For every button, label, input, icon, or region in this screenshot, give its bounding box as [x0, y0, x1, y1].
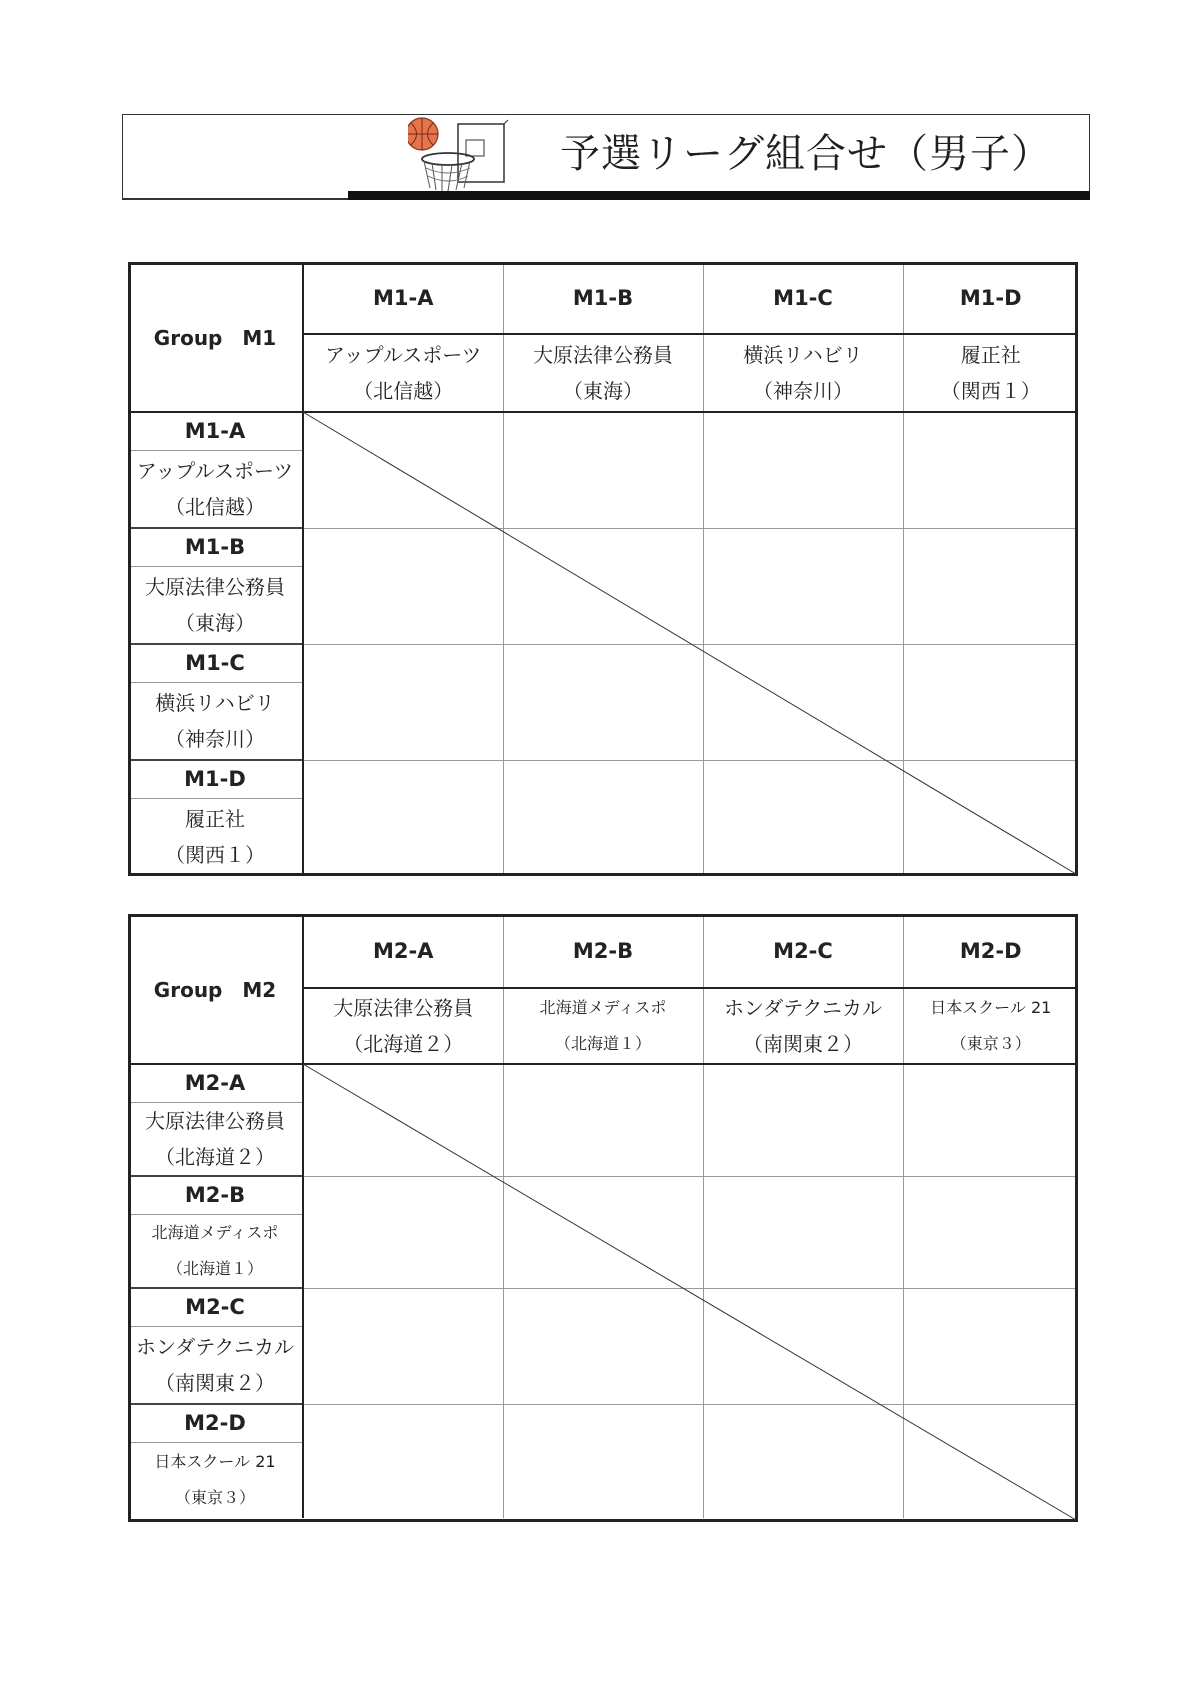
row-team — [128, 1442, 303, 1518]
team-name: 北海道メディスポ — [151, 1222, 279, 1242]
result-cell[interactable] — [903, 1176, 1078, 1288]
row-team — [128, 798, 303, 876]
col-team — [703, 334, 903, 412]
result-cell[interactable] — [903, 528, 1078, 644]
row-team — [128, 682, 303, 760]
team-name: 横浜リハビリ — [155, 690, 275, 715]
group-label: Group M2 — [128, 914, 303, 1064]
result-cell[interactable] — [903, 644, 1078, 760]
row-code: M2-A — [128, 1064, 303, 1102]
result-cell[interactable] — [703, 1404, 903, 1518]
col-code: M1-A — [303, 262, 503, 334]
team-name: ホンダテクニカル — [724, 996, 882, 1020]
team-region: （北海道１） — [554, 1034, 651, 1053]
result-cell — [303, 412, 503, 528]
row-team — [128, 1102, 303, 1176]
row-team — [128, 1214, 303, 1288]
row-code: M1-C — [128, 644, 303, 682]
team-region: （北海道１） — [166, 1258, 263, 1278]
col-code: M2-C — [703, 914, 903, 988]
result-cell[interactable] — [503, 644, 703, 760]
row-code: M2-B — [128, 1176, 303, 1214]
team-name: 大原法律公務員 — [333, 996, 474, 1020]
group-label: Group M1 — [128, 262, 303, 412]
team-region: （関西１） — [940, 379, 1041, 403]
team-name: 横浜リハビリ — [743, 343, 863, 367]
col-team — [303, 988, 503, 1064]
result-cell — [903, 760, 1078, 876]
result-cell — [703, 1288, 903, 1404]
result-cell[interactable] — [503, 1288, 703, 1404]
team-name: 履正社 — [960, 343, 1021, 367]
team-name: 日本スクール 21 — [154, 1452, 276, 1472]
result-cell[interactable] — [703, 412, 903, 528]
row-code: M2-C — [128, 1288, 303, 1326]
col-team — [303, 334, 503, 412]
result-cell[interactable] — [903, 412, 1078, 528]
col-team — [503, 334, 703, 412]
col-code: M1-C — [703, 262, 903, 334]
team-region: （北信越） — [353, 379, 454, 403]
team-region: （北信越） — [165, 494, 265, 519]
row-team — [128, 566, 303, 644]
result-cell — [703, 644, 903, 760]
team-name: 日本スクール 21 — [930, 998, 1052, 1017]
team-name: アップルスポーツ — [325, 343, 482, 367]
team-region: （南関東２） — [155, 1370, 275, 1395]
result-cell[interactable] — [303, 528, 503, 644]
team-region: （関西１） — [165, 843, 265, 868]
col-team — [903, 988, 1078, 1064]
col-team — [903, 334, 1078, 412]
result-cell — [503, 1176, 703, 1288]
col-team — [703, 988, 903, 1064]
row-code: M2-D — [128, 1404, 303, 1442]
result-cell[interactable] — [303, 1288, 503, 1404]
team-name: 大原法律公務員 — [145, 574, 285, 599]
team-name: 履正社 — [185, 807, 245, 832]
team-region: （北海道２） — [155, 1144, 275, 1169]
result-cell — [303, 1064, 503, 1176]
team-region: （東京３） — [950, 1034, 1031, 1053]
result-cell[interactable] — [903, 1064, 1078, 1176]
team-region: （神奈川） — [753, 379, 853, 403]
row-team — [128, 450, 303, 528]
result-cell[interactable] — [303, 1176, 503, 1288]
row-code: M1-B — [128, 528, 303, 566]
result-cell — [503, 528, 703, 644]
basketball-hoop-icon — [408, 116, 512, 192]
team-name: 大原法律公務員 — [145, 1108, 285, 1133]
team-region: （神奈川） — [165, 726, 265, 751]
result-cell[interactable] — [903, 1288, 1078, 1404]
team-region: （東海） — [175, 610, 255, 635]
team-region: （東海） — [563, 379, 643, 403]
col-code: M2-A — [303, 914, 503, 988]
team-region: （北海道２） — [343, 1032, 464, 1056]
col-code: M1-B — [503, 262, 703, 334]
col-code: M2-D — [903, 914, 1078, 988]
team-region: （東京３） — [174, 1488, 255, 1508]
result-cell[interactable] — [503, 760, 703, 876]
result-cell[interactable] — [503, 412, 703, 528]
row-code: M1-D — [128, 760, 303, 798]
result-cell[interactable] — [703, 528, 903, 644]
result-cell[interactable] — [703, 760, 903, 876]
result-cell[interactable] — [703, 1064, 903, 1176]
team-name: 北海道メディスポ — [539, 998, 667, 1017]
col-code: M1-D — [903, 262, 1078, 334]
team-region: （南関東２） — [743, 1032, 863, 1056]
row-code: M1-A — [128, 412, 303, 450]
col-code: M2-B — [503, 914, 703, 988]
result-cell[interactable] — [503, 1064, 703, 1176]
result-cell[interactable] — [303, 1404, 503, 1518]
team-name: ホンダテクニカル — [136, 1334, 294, 1359]
group-m2-table — [128, 914, 1078, 1518]
group-m1-table — [128, 262, 1078, 876]
col-team — [503, 988, 703, 1064]
result-cell[interactable] — [303, 760, 503, 876]
title-underline — [122, 198, 348, 200]
result-cell[interactable] — [303, 644, 503, 760]
result-cell[interactable] — [503, 1404, 703, 1518]
page-title: 予選リーグ組合せ（男子） — [560, 131, 1052, 177]
row-team — [128, 1326, 303, 1404]
result-cell[interactable] — [703, 1176, 903, 1288]
result-cell — [903, 1404, 1078, 1518]
title-underline-thick — [348, 191, 1090, 200]
team-name: 大原法律公務員 — [533, 343, 673, 367]
team-name: アップルスポーツ — [136, 458, 294, 483]
